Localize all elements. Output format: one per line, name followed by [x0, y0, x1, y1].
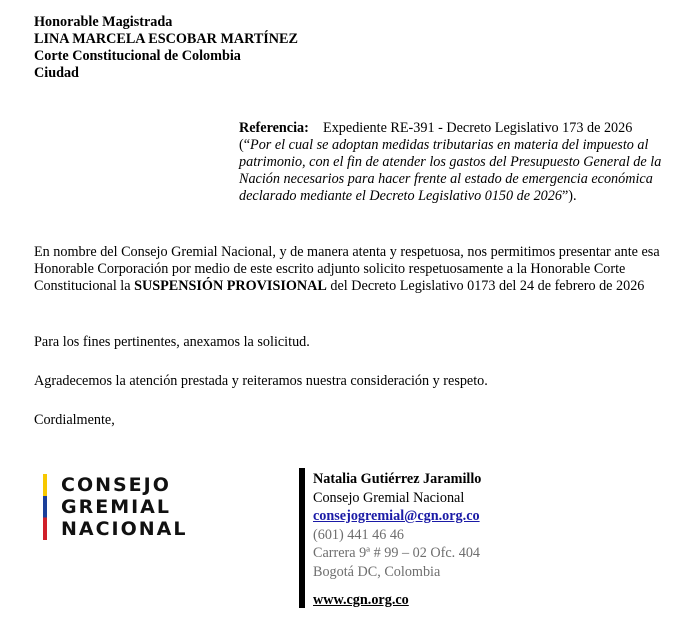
closing-salutation: Cordialmente, [34, 412, 115, 428]
website-link[interactable]: www.cgn.org.co [313, 592, 409, 608]
recipient-institution: Corte Constitucional de Colombia [34, 48, 241, 64]
logo-word-1: CONSEJO [61, 474, 171, 496]
office-city: Bogotá DC, Colombia [313, 563, 441, 580]
logo-word-2: GREMIAL [61, 496, 171, 518]
recipient-name: LINA MARCELA ESCOBAR MARTÍNEZ [34, 31, 298, 47]
reference-close-quote: ”). [561, 188, 577, 204]
office-address: Carrera 9ª # 99 – 02 Ofc. 404 [313, 545, 481, 561]
email-link[interactable]: consejogremial@cgn.org.co [313, 508, 480, 524]
body-paragraph-annex: Para los fines pertinentes, anexamos la solicitud. [34, 334, 310, 350]
signature-block [313, 470, 481, 610]
recipient-title: Honorable Magistrada [34, 14, 173, 30]
signer-organization: Consejo Gremial Nacional [313, 489, 465, 506]
body-paragraph-request [34, 244, 684, 295]
body-paragraph-thanks: Agradecemos la atención prestada y reiteramos nuestra consideración y respeto. [34, 373, 488, 389]
reference-description: Por el cual se adoptan medidas tributarias en materia del impuesto al patrimonio, con el fin de atender los gastos del Presupuesto General de la Nación necesarios para hacer frente al estado de emergencia económica declarado mediante el Decreto Legislativo 0150 de 2026 [239, 137, 662, 204]
reference-label: Referencia: [239, 120, 309, 136]
recipient-city: Ciudad [34, 65, 79, 81]
reference-subject: Expediente RE-391 - Decreto Legislativo 173 de 2026 [323, 120, 633, 136]
reference-open-quote: (“ [239, 137, 251, 153]
recipient-address [34, 14, 298, 82]
logo-color-bar [43, 474, 47, 540]
request-text-end: del Decreto Legislativo 0173 del 24 de febrero de 2026 [326, 278, 645, 294]
signature-divider [299, 468, 305, 608]
suspension-emphasis: SUSPENSIÓN PROVISIONAL [134, 278, 327, 294]
phone-number: (601) 441 46 46 [313, 526, 405, 543]
reference-block [239, 120, 691, 205]
request-text: En nombre del Consejo Gremial Nacional, y de manera atenta y respetuosa, nos permitimos presentar ante esa Honorable Corporación por medio de este escrito adjunto solicito respetuosamente a la Honorable Corte Constitucional la [34, 244, 660, 294]
signer-name: Natalia Gutiérrez Jaramillo [313, 471, 482, 487]
logo-word-3: NACIONAL [61, 518, 188, 540]
